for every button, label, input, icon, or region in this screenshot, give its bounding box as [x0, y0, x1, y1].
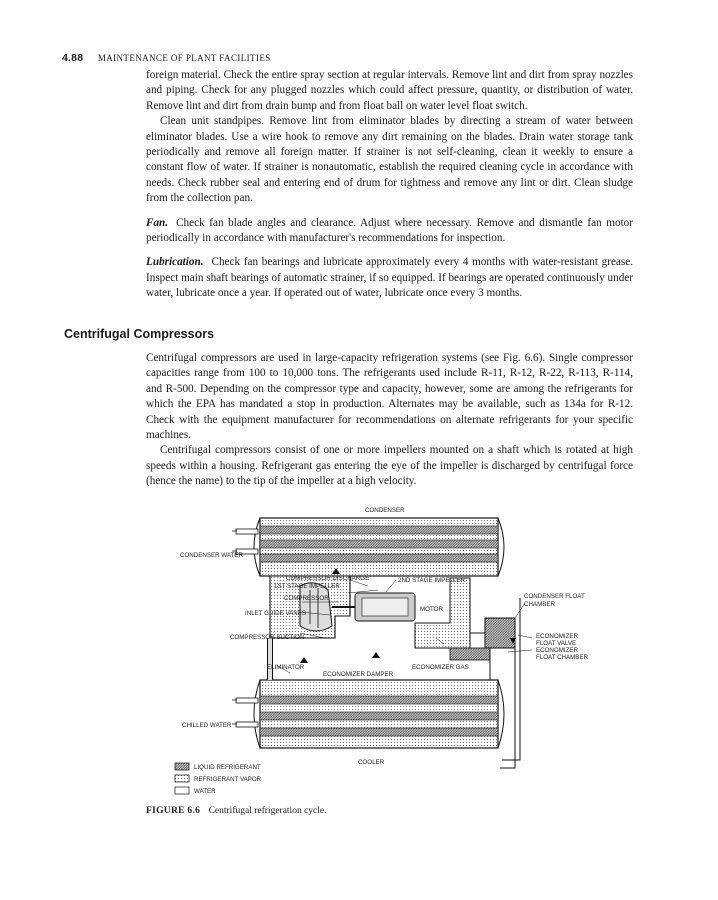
running-title: MAINTENANCE OF PLANT FACILITIES: [97, 53, 271, 63]
paragraph-standpipes: Clean unit standpipes. Remove lint from eliminator blades by directing a stream of water between eliminator blades. Use a wire hook to remove any dirt remaining on the blades. Drain water storage tank periodically and remove all foreign matter. If strainer is not self-cleaning, clean it weekly to ensure a constant flow of water. If strainer is nonautomatic, establish the required cleaning cycle in accordance with needs. Check rubber seal and entering end of drum for tightness and remove any lint or dirt. Clean sludge from the collection pan.: [146, 115, 633, 205]
label-eliminator: ELIMINATOR: [267, 664, 305, 671]
body-column-bottom: [146, 351, 633, 490]
label-compressor: COMPRESSOR: [284, 595, 329, 602]
label-economizer-gas: ECONOMIZER GAS: [412, 664, 469, 671]
legend-refrigerant-vapor: REFRIGERANT VAPOR: [194, 776, 262, 783]
fan-run-in-head: Fan.: [146, 216, 169, 229]
figure-caption: [146, 806, 326, 816]
figure-caption-text: Centrifugal refrigeration cycle.: [208, 806, 327, 816]
cooler-shell: [254, 680, 504, 748]
paragraph-centrifugal-impellers: Centrifugal compressors consist of one or more impellers mounted on a shaft which is rotated at high speeds within a housing. Refrigerant gas entering the eye of the impeller is discharged by centrifugal force (hence the name) to the tip of the impeller at a high velocity.: [146, 444, 633, 488]
legend-liquid-refrigerant: LIQUID REFRIGERANT: [194, 764, 261, 771]
label-second-stage-impeller: 2ND STAGE IMPELLER: [398, 577, 465, 584]
economizer-chamber: [415, 578, 515, 660]
label-float-valve: FLOAT VALVE: [536, 640, 577, 647]
label-economizer-1: ECONOMIZER: [536, 633, 578, 640]
label-chilled-water: CHILLED WATER: [182, 722, 232, 729]
figure-caption-label: FIGURE 6.6: [146, 806, 201, 816]
label-condenser-float-chamber: CHAMBER: [524, 601, 555, 608]
legend-swatch-liquid: [175, 763, 189, 770]
page-number: 4.88: [62, 52, 84, 64]
condenser-shell: [254, 518, 504, 576]
lubrication-run-in-head: Lubrication.: [146, 256, 204, 269]
fan-text: Check fan blade angles and clearance. Adjust where necessary. Remove and dismantle fan motor periodically in accordance with manufacturer's recommendations for inspection.: [146, 216, 633, 245]
label-motor: MOTOR: [420, 606, 443, 613]
label-compressor-discharge: COMPRESSOR DISCHARGE: [286, 575, 370, 582]
paragraph-lubrication: [146, 255, 633, 301]
label-economizer-2: ECONOMIZER: [536, 647, 578, 654]
label-condenser: CONDENSER: [365, 507, 405, 514]
legend-swatch-vapor: [175, 775, 189, 782]
label-economizer-damper: ECONOMIZER DAMPER: [323, 671, 394, 678]
body-column-top: [146, 68, 633, 302]
lubrication-text: Check fan bearings and lubricate approximately every 4 months with water-resistant grease. Inspect main shaft bearings of automatic strainer, if so equipped. If bearings are operated continuously under water, lubricate once a year. If operated out of water, lubricate once every 3 months.: [146, 256, 633, 300]
label-float-chamber: FLOAT CHAMBER: [536, 654, 589, 661]
legend-water: WATER: [194, 788, 216, 795]
label-condenser-float: CONDENSER FLOAT: [524, 593, 585, 600]
page-header: [62, 52, 662, 64]
label-compressor-suction: COMPRESSOR SUCTION: [230, 634, 305, 641]
label-cooler: COOLER: [358, 759, 385, 766]
paragraph-spray: foreign material. Check the entire spray section at regular intervals. Remove lint and dirt from spray nozzles and piping. Check for any plugged nozzles which could affect pressure, quantity, or distribution of water. Remove lint and dirt from drain bump and from float ball on water level float switch.: [146, 69, 633, 112]
section-heading: Centrifugal Compressors: [64, 327, 215, 341]
paragraph-centrifugal-intro: Centrifugal compressors are used in large-capacity refrigeration systems (see Fig. 6.6). Single compressor capacities range from 100 to 10,000 tons. The refrigerants used include R-11, R-12, R-22, R-113, R-114, and R-500. Depending on the compressor type and capacity, however, some are among the refrigerants for which the EPA has mandated a stop in production. Alternates may be available, such as 134a for R-12. Check with the equipment manufacturer for recommendations on alternate refrigerants for your specific machines.: [146, 352, 633, 442]
label-first-stage-impeller: 1ST STAGE IMPELLER: [274, 583, 340, 590]
refrigeration-cycle-diagram: [150, 498, 630, 803]
label-inlet-guide-vanes: INLET GUIDE VANES: [245, 610, 306, 617]
legend-swatch-water: [175, 787, 189, 794]
label-condenser-water: CONDENSER WATER: [180, 552, 243, 559]
paragraph-fan: [146, 216, 633, 247]
